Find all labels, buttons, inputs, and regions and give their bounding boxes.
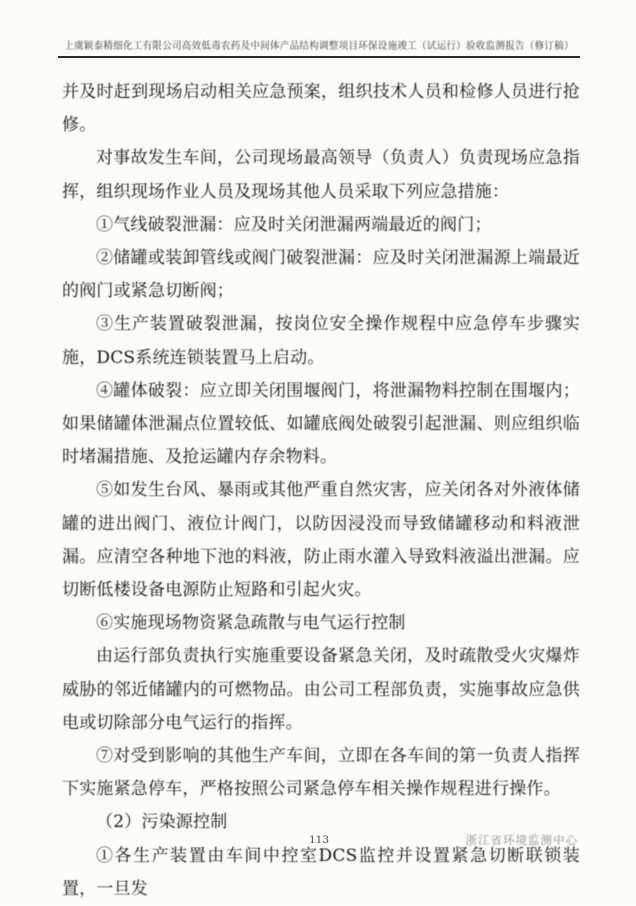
paragraph: ①气线破裂泄漏：应及时关闭泄漏两端最近的阀门； (96, 214, 492, 235)
paragraph: 由运行部负责执行实施重要设备紧急关闭，及时疏散受火灾爆炸威胁的邻近储罐内的可燃物品。由公司工程部负责，实施事故应急供电或切除部分电气运行的指挥。 (62, 646, 580, 733)
paragraph: ③生产装置破裂泄漏，按岗位安全操作规程中应急停车步骤实施，DCS系统连锁装置马上启动。 (62, 314, 580, 368)
paragraph: ②储罐或装卸管线或阀门破裂泄漏：应及时关闭泄漏源上端最近的阀门或紧急切断阀； (62, 248, 580, 302)
page-header (58, 38, 580, 52)
footer-organization-label: 浙江省环境监测中心 (465, 833, 578, 847)
paragraph: ④罐体破裂：应立即关闭围堰阀门，将泄漏物料控制在围堰内；如果储罐体泄漏点位置较低、如罐底阀处破裂引起泄漏、则应组织临时堵漏措施、及抢运罐内存余物料。 (62, 380, 580, 468)
paragraph: 对事故发生车间，公司现场最高领导（负责人）负责现场应急指挥，组织现场作业人员及现场其他人员采取下列应急措施： (62, 148, 580, 202)
document-header-title: 上虞颖泰精细化工有限公司高效低毒农药及中间体产品结构调整项目环保设施竣工（试运行）验收监测报告（修订稿） (64, 40, 574, 53)
paragraph: ①各生产装置由车间中控室DCS监控并设置紧急切断联锁装置，一旦发 (62, 845, 580, 899)
header-divider-line (58, 56, 580, 58)
page-number: 113 (308, 834, 330, 846)
document-body (62, 76, 580, 906)
paragraph: ⑥实施现场物资紧急疏散与电气运行控制 (96, 613, 406, 634)
paragraph: ⑦对受到影响的其他生产车间，立即在各车间的第一负责人指挥下实施紧急停车，严格按照公司紧急停车相关操作规程进行操作。 (62, 746, 580, 800)
paragraph: 并及时赶到现场启动相关应急预案，组织技术人员和检修人员进行抢修。 (62, 82, 580, 136)
page-footer (58, 830, 580, 854)
paragraph: （2）污染源控制 (96, 812, 228, 833)
paragraph: ⑤如发生台风、暴雨或其他严重自然灾害，应关闭各对外液体储罐的进出阀门、液位计阀门，以防因浸没而导致储罐移动和料液泄漏。应清空各种地下池的料液，防止雨水灌入导致料液溢出泄漏。应切断低楼设备电源防止短路和引起火灾。 (62, 480, 580, 601)
